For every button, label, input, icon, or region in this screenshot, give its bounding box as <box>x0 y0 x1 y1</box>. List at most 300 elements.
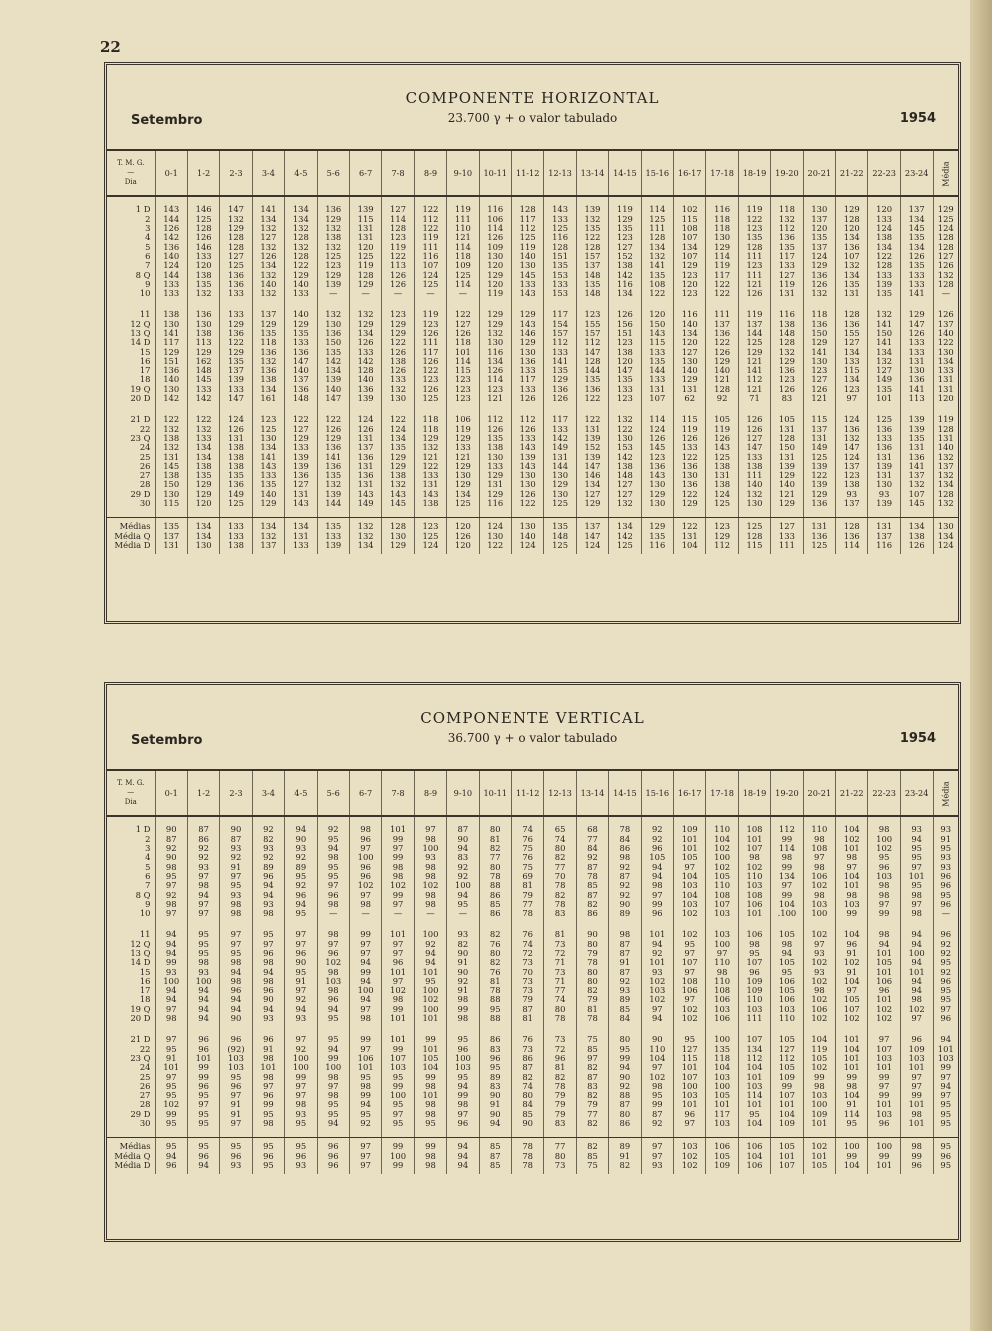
value-cell: 129 <box>285 434 317 443</box>
vertical-year: 1954 <box>899 731 936 746</box>
hour-column-header: 21-22 <box>836 151 868 196</box>
spacer-cell <box>220 1128 252 1138</box>
value-cell: 146 <box>187 242 219 251</box>
value-cell: 130 <box>544 489 576 498</box>
value-cell: 82 <box>511 1072 543 1081</box>
value-cell: 93 <box>285 844 317 853</box>
value-cell: 87 <box>609 1100 641 1109</box>
value-cell: 143 <box>414 489 446 498</box>
value-cell: 132 <box>609 499 641 508</box>
spacer-cell <box>544 918 576 930</box>
value-cell: 136 <box>317 205 349 214</box>
value-cell: 104 <box>771 899 803 908</box>
value-cell: 133 <box>868 270 900 279</box>
value-cell: 98 <box>252 1119 284 1128</box>
value-cell: 130 <box>479 531 511 540</box>
value-cell: 97 <box>187 871 219 880</box>
value-cell: 152 <box>609 251 641 260</box>
value-cell: 122 <box>576 233 608 242</box>
value-cell: 122 <box>576 415 608 424</box>
value-cell: 123 <box>447 375 479 384</box>
spacer-cell <box>900 196 933 205</box>
spacer-cell <box>511 1128 543 1138</box>
value-cell: 102 <box>868 1004 900 1013</box>
value-cell: 87 <box>609 871 641 880</box>
row-label: 11 <box>139 309 151 320</box>
spacer-cell <box>674 1128 706 1138</box>
spacer-cell <box>868 1170 900 1174</box>
value-cell: 95 <box>155 1142 187 1151</box>
value-cell: 122 <box>155 415 187 424</box>
value-cell: 94 <box>155 930 187 939</box>
value-cell: — <box>382 289 414 298</box>
value-cell: 126 <box>479 424 511 433</box>
value-cell: 103 <box>706 1072 738 1081</box>
value-cell: 116 <box>414 251 446 260</box>
day-row <box>107 890 958 899</box>
value-cell: 102 <box>674 1004 706 1013</box>
hour-column-header: 11-12 <box>511 771 543 816</box>
row-label: 24 <box>139 442 151 453</box>
value-cell: 108 <box>738 890 770 899</box>
vertical-title: COMPONENTE VERTICAL <box>420 709 645 727</box>
spacer-cell <box>317 508 349 518</box>
value-cell: 131 <box>868 522 900 531</box>
value-cell: 92 <box>317 825 349 834</box>
spacer-cell <box>511 403 543 415</box>
value-cell: 95 <box>317 834 349 843</box>
value-cell: 96 <box>317 1151 349 1160</box>
value-cell: 124 <box>382 424 414 433</box>
value-cell: 100 <box>803 1100 835 1109</box>
value-cell: 133 <box>285 289 317 298</box>
row-label: 6 <box>145 871 151 881</box>
value-cell: 98 <box>771 939 803 948</box>
value-cell: 100 <box>349 853 381 862</box>
value-cell: 119 <box>479 289 511 298</box>
value-cell: 104 <box>836 1161 868 1170</box>
spacer-cell <box>706 1128 738 1138</box>
value-cell: 131 <box>803 434 835 443</box>
value-cell: 129 <box>220 224 252 233</box>
value-cell: 134 <box>447 489 479 498</box>
value-cell: 94 <box>252 890 284 899</box>
value-cell: 133 <box>317 531 349 540</box>
value-cell: 151 <box>544 251 576 260</box>
value-cell: 145 <box>900 499 933 508</box>
value-cell: 127 <box>609 489 641 498</box>
value-cell: 122 <box>868 251 900 260</box>
day-row <box>107 899 958 908</box>
value-cell: 95 <box>317 1014 349 1023</box>
media-header-label: Média <box>941 160 951 187</box>
value-cell: 97 <box>674 967 706 976</box>
value-cell: 120 <box>868 205 900 214</box>
spacer-cell <box>511 1170 543 1174</box>
value-cell: 139 <box>349 394 381 403</box>
spacer-cell <box>187 196 219 205</box>
value-cell: 91 <box>447 958 479 967</box>
value-cell: 140 <box>349 375 381 384</box>
value-cell: 104 <box>674 890 706 899</box>
spacer-cell <box>868 918 900 930</box>
value-cell: 102 <box>868 844 900 853</box>
value-cell: 103 <box>868 1109 900 1118</box>
value-cell: 92 <box>641 949 673 958</box>
value-cell: 140 <box>155 375 187 384</box>
row-label: 25 <box>139 452 151 462</box>
spacer-cell <box>544 816 576 825</box>
value-cell: 132 <box>414 443 446 452</box>
row-label: 20 D <box>130 393 151 403</box>
value-cell: 125 <box>868 415 900 424</box>
value-cell: 97 <box>187 899 219 908</box>
row-label: 1 D <box>135 825 151 835</box>
value-cell: 92 <box>220 853 252 862</box>
value-cell: 138 <box>252 375 284 384</box>
value-cell: 87 <box>576 890 608 899</box>
value-cell: 95 <box>900 881 933 890</box>
value-cell: 74 <box>544 834 576 843</box>
value-cell: 97 <box>317 881 349 890</box>
value-cell: 92 <box>155 890 187 899</box>
value-cell: 152 <box>576 443 608 452</box>
row-label: Média Q <box>114 1151 151 1161</box>
value-cell: 98 <box>868 825 900 834</box>
value-cell: 97 <box>155 1004 187 1013</box>
value-cell: 93 <box>933 825 958 834</box>
value-cell: 102 <box>641 995 673 1004</box>
value-cell: 121 <box>706 375 738 384</box>
spacer-cell <box>641 196 673 205</box>
value-cell: 86 <box>479 1035 511 1044</box>
value-cell: 87 <box>447 825 479 834</box>
row-label: 12 Q <box>130 939 151 949</box>
value-cell: 98 <box>900 995 933 1004</box>
spacer-cell <box>479 1128 511 1138</box>
row-label: 22 <box>139 1044 151 1054</box>
value-cell: 96 <box>285 949 317 958</box>
value-cell: 126 <box>414 384 446 393</box>
hour-column-header: 0-1 <box>155 151 187 196</box>
spacer-cell <box>382 1128 414 1138</box>
value-cell: 123 <box>382 233 414 242</box>
value-cell: 132 <box>609 415 641 424</box>
value-cell: 137 <box>576 522 608 531</box>
value-cell: 94 <box>317 844 349 853</box>
value-cell: 141 <box>900 384 933 393</box>
value-cell: 126 <box>738 289 770 298</box>
value-cell: 126 <box>414 329 446 338</box>
spacer-cell <box>414 918 446 930</box>
spacer-cell <box>107 403 155 415</box>
spacer-row <box>107 1170 958 1174</box>
value-cell: 100 <box>382 1091 414 1100</box>
value-cell: 102 <box>803 958 835 967</box>
value-cell: 103 <box>803 899 835 908</box>
value-cell: 122 <box>706 289 738 298</box>
value-cell: 127 <box>285 424 317 433</box>
value-cell: 114 <box>836 1109 868 1118</box>
value-cell: 72 <box>544 949 576 958</box>
value-cell: 92 <box>933 939 958 948</box>
value-cell: 91 <box>220 1109 252 1118</box>
spacer-cell <box>317 918 349 930</box>
value-cell: 140 <box>252 489 284 498</box>
spacer-cell <box>900 1023 933 1035</box>
value-cell: 126 <box>317 424 349 433</box>
value-cell: 95 <box>285 1142 317 1151</box>
value-cell: 90 <box>285 834 317 843</box>
value-cell: 95 <box>220 881 252 890</box>
value-cell: 98 <box>900 890 933 899</box>
value-cell: 129 <box>544 480 576 489</box>
value-cell: 115 <box>674 1054 706 1063</box>
value-cell: 119 <box>414 233 446 242</box>
value-cell: 91 <box>479 1100 511 1109</box>
value-cell: 96 <box>641 909 673 918</box>
spacer-cell <box>609 196 641 205</box>
value-cell: 140 <box>674 366 706 375</box>
value-cell: 135 <box>706 1044 738 1053</box>
value-cell: 98 <box>771 853 803 862</box>
value-cell: 132 <box>933 499 958 508</box>
value-cell: 129 <box>479 270 511 279</box>
value-cell: 123 <box>252 415 284 424</box>
value-cell: 119 <box>447 424 479 433</box>
value-cell: 121 <box>738 384 770 393</box>
day-row <box>107 976 958 985</box>
value-cell: 138 <box>220 452 252 461</box>
value-cell: 104 <box>738 1063 770 1072</box>
spacer-cell <box>706 816 738 825</box>
hour-column-header: 9-10 <box>447 771 479 816</box>
value-cell: 96 <box>252 949 284 958</box>
value-cell: 98 <box>803 834 835 843</box>
value-cell: 130 <box>544 471 576 480</box>
value-cell: 143 <box>252 461 284 470</box>
row-label: 23 Q <box>130 1053 151 1063</box>
spacer-cell <box>933 1023 958 1035</box>
spacer-cell <box>771 1128 803 1138</box>
value-cell: 129 <box>479 319 511 328</box>
day-row <box>107 384 958 393</box>
hour-column-header: 12-13 <box>544 771 576 816</box>
value-cell: 105 <box>771 415 803 424</box>
value-cell: 134 <box>738 1044 770 1053</box>
value-cell: 98 <box>609 853 641 862</box>
value-cell: 125 <box>544 499 576 508</box>
hour-column-header: 6-7 <box>349 151 381 196</box>
spacer-cell <box>576 918 608 930</box>
value-cell: 97 <box>349 1004 381 1013</box>
value-cell: 131 <box>836 289 868 298</box>
value-cell: 94 <box>252 881 284 890</box>
value-cell: 94 <box>349 976 381 985</box>
value-cell: 145 <box>641 443 673 452</box>
value-cell: 133 <box>187 251 219 260</box>
value-cell: 102 <box>155 1100 187 1109</box>
value-cell: 129 <box>220 347 252 356</box>
value-cell: 131 <box>674 531 706 540</box>
value-cell: 135 <box>317 522 349 531</box>
value-cell: 136 <box>285 471 317 480</box>
value-cell: 130 <box>479 251 511 260</box>
row-label: 27 <box>139 470 151 481</box>
value-cell: 134 <box>609 522 641 531</box>
value-cell: 124 <box>641 424 673 433</box>
value-cell: 133 <box>285 443 317 452</box>
value-cell: 131 <box>674 384 706 393</box>
value-cell: 122 <box>609 424 641 433</box>
value-cell: 134 <box>641 242 673 251</box>
row-label: 5 <box>145 242 151 252</box>
value-cell: 95 <box>317 1035 349 1044</box>
value-cell: 127 <box>803 375 835 384</box>
value-cell: 97 <box>349 844 381 853</box>
value-cell: 133 <box>900 270 933 279</box>
value-cell: 133 <box>674 443 706 452</box>
value-cell: 135 <box>900 233 933 242</box>
value-cell: 122 <box>447 310 479 319</box>
value-cell: 98 <box>187 881 219 890</box>
value-cell: 101 <box>674 1100 706 1109</box>
spacer-cell <box>836 1023 868 1035</box>
value-cell: 148 <box>576 289 608 298</box>
value-cell: 113 <box>382 261 414 270</box>
value-cell: 104 <box>706 1063 738 1072</box>
value-cell: 98 <box>868 930 900 939</box>
value-cell: 123 <box>479 384 511 393</box>
day-row <box>107 949 958 958</box>
day-row <box>107 279 958 288</box>
value-cell: 80 <box>544 844 576 853</box>
value-cell: 123 <box>609 338 641 347</box>
value-cell: 94 <box>285 825 317 834</box>
value-cell: 100 <box>803 909 835 918</box>
value-cell: 100 <box>836 1142 868 1151</box>
value-cell: 153 <box>544 289 576 298</box>
hour-column-header: 12-13 <box>544 151 576 196</box>
spacer-cell <box>933 550 958 554</box>
value-cell: 130 <box>900 366 933 375</box>
value-cell: 119 <box>609 205 641 214</box>
value-cell: 90 <box>479 1109 511 1118</box>
value-cell: 132 <box>349 531 381 540</box>
value-cell: 99 <box>868 1151 900 1160</box>
value-cell: 92 <box>609 976 641 985</box>
value-cell: 89 <box>479 1072 511 1081</box>
value-cell: 97 <box>252 1081 284 1090</box>
value-cell: 74 <box>544 995 576 1004</box>
spacer-cell <box>544 196 576 205</box>
value-cell: 104 <box>641 1054 673 1063</box>
value-cell: 125 <box>706 452 738 461</box>
spacer-cell <box>107 918 155 930</box>
hour-column-header: 16-17 <box>674 771 706 816</box>
value-cell: — <box>317 909 349 918</box>
value-cell: 129 <box>706 531 738 540</box>
value-cell: 86 <box>609 1119 641 1128</box>
value-cell: 133 <box>285 338 317 347</box>
value-cell: 128 <box>285 251 317 260</box>
value-cell: 128 <box>544 242 576 251</box>
value-cell: 100 <box>414 844 446 853</box>
value-cell: 134 <box>933 480 958 489</box>
value-cell: 133 <box>933 366 958 375</box>
value-cell: 130 <box>641 499 673 508</box>
value-cell: 126 <box>900 329 933 338</box>
value-cell: 80 <box>576 939 608 948</box>
value-cell: 103 <box>933 1054 958 1063</box>
value-cell: 114 <box>836 541 868 550</box>
value-cell: 124 <box>511 541 543 550</box>
value-cell: 129 <box>252 319 284 328</box>
value-cell: 97 <box>868 1035 900 1044</box>
value-cell: 94 <box>414 958 446 967</box>
value-cell: 149 <box>868 375 900 384</box>
spacer-cell <box>576 550 608 554</box>
spacer-cell <box>349 918 381 930</box>
value-cell: 122 <box>479 541 511 550</box>
value-cell: 118 <box>706 224 738 233</box>
value-cell: 101 <box>900 871 933 880</box>
value-cell: 135 <box>252 480 284 489</box>
value-cell: 87 <box>187 825 219 834</box>
value-cell: 141 <box>803 347 835 356</box>
value-cell: 98 <box>414 899 446 908</box>
value-cell: 107 <box>674 958 706 967</box>
day-row <box>107 1035 958 1044</box>
hour-column-header: 13-14 <box>576 151 608 196</box>
hour-column-header: 14-15 <box>609 771 641 816</box>
value-cell: 145 <box>187 375 219 384</box>
value-cell: 130 <box>609 434 641 443</box>
value-cell: 132 <box>252 224 284 233</box>
value-cell: 122 <box>674 452 706 461</box>
horizontal-month: Setembro <box>131 113 203 128</box>
value-cell: 143 <box>706 443 738 452</box>
value-cell: 117 <box>511 375 543 384</box>
spacer-cell <box>674 1170 706 1174</box>
value-cell: 131 <box>933 434 958 443</box>
spacer-cell <box>349 1023 381 1035</box>
value-cell: — <box>349 289 381 298</box>
value-cell: 126 <box>609 310 641 319</box>
value-cell: 127 <box>447 319 479 328</box>
value-cell: 151 <box>155 356 187 365</box>
value-cell: 122 <box>706 279 738 288</box>
spacer-cell <box>868 403 900 415</box>
value-cell: 90 <box>479 1091 511 1100</box>
value-cell: 99 <box>447 1004 479 1013</box>
value-cell: 87 <box>511 1004 543 1013</box>
value-cell: 137 <box>803 424 835 433</box>
spacer-cell <box>868 196 900 205</box>
value-cell: 133 <box>155 279 187 288</box>
value-cell: 97 <box>187 1100 219 1109</box>
value-cell: 135 <box>803 233 835 242</box>
value-cell: 98 <box>803 986 835 995</box>
value-cell: 97 <box>349 890 381 899</box>
value-cell: 119 <box>382 242 414 251</box>
value-cell: 97 <box>382 939 414 948</box>
value-cell: 136 <box>317 461 349 470</box>
value-cell: 99 <box>382 1161 414 1170</box>
day-row <box>107 224 958 233</box>
value-cell: 101 <box>868 1161 900 1170</box>
spacer-cell <box>641 918 673 930</box>
